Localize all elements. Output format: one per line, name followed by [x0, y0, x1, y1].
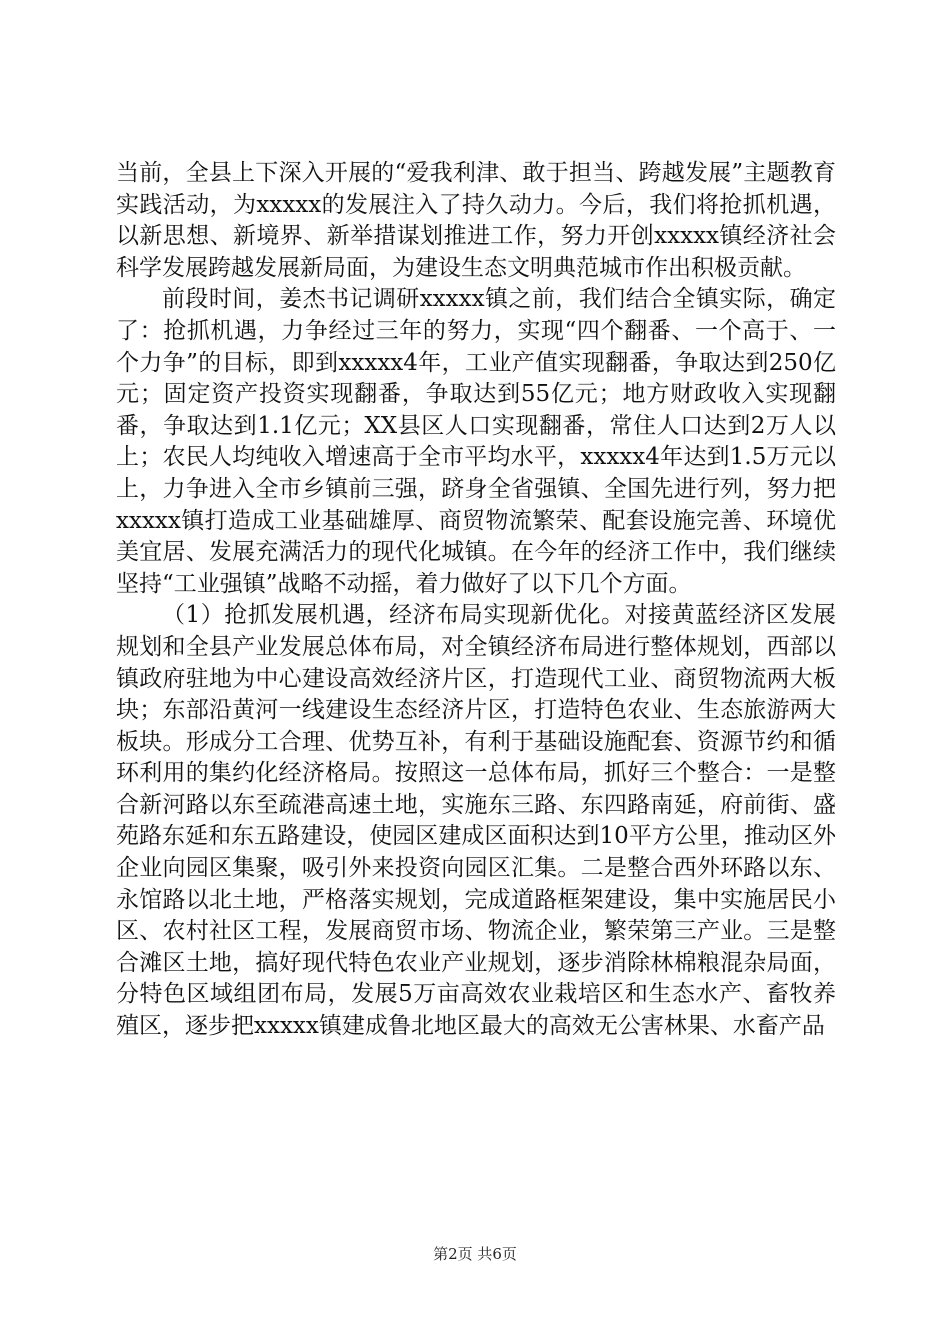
document-body — [116, 158, 836, 1043]
paragraph-3: （1）抢抓发展机遇，经济布局实现新优化。对接黄蓝经济区发展规划和全县产业发展总体布局，对全镇经济布局进行整体规划，西部以镇政府驻地为中心建设高效经济片区，打造现代工业、商贸物流两大板块；东部沿黄河一线建设生态经济片区，打造特色农业、生态旅游两大板块。形成分工合理、优势互补，有利于基础设施配套、资源节约和循环利用的集约化经济格局。按照这一总体布局，抓好三个整合：一是整合新河路以东至疏港高速土地，实施东三路、东四路南延，府前街、盛苑路东延和东五路建设，使园区建成区面积达到10平方公里，推动区外企业向园区集聚，吸引外来投资向园区汇集。二是整合西外环路以东、永馆路以北土地，严格落实规划，完成道路框架建设，集中实施居民小区、农村社区工程，发展商贸市场、物流企业，繁荣第三产业。三是整合滩区土地，搞好现代特色农业产业规划，逐步消除林棉粮混杂局面，分特色区域组团布局，发展5万亩高效农业栽培区和生态水产、畜牧养殖区，逐步把xxxxx镇建成鲁北地区最大的高效无公害林果、水畜产品 — [116, 602, 836, 1040]
paragraph-2: 前段时间，姜杰书记调研xxxxx镇之前，我们结合全镇实际，确定了：抢抓机遇，力争经过三年的努力，实现“四个翻番、一个高于、一个力争”的目标，即到xxxxx4年，工业产值实现翻番，争取达到250亿元；固定资产投资实现翻番，争取达到55亿元；地方财政收入实现翻番，争取达到1.1亿元；XX县区人口实现翻番，常住人口达到2万人以上；农民人均纯收入增速高于全市平均水平，xxxxx4年达到1.5万元以上，力争进入全市乡镇前三强，跻身全省强镇、全国先进行列，努力把xxxxx镇打造成工业基础雄厚、商贸物流繁荣、配套设施完善、环境优美宜居、发展充满活力的现代化城镇。在今年的经济工作中，我们继续坚持“工业强镇”战略不动摇，着力做好了以下几个方面。 — [116, 286, 836, 597]
paragraph-1: 当前，全县上下深入开展的“爱我利津、敢于担当、跨越发展”主题教育实践活动，为xxxxx的发展注入了持久动力。今后，我们将抢抓机遇，以新思想、新境界、新举措谋划推进工作，努力开创xxxxx镇经济社会科学发展跨越发展新局面，为建设生态文明典范城市作出积极贡献。 — [116, 160, 836, 281]
page-number-label: 第2页 共6页 — [433, 1245, 517, 1263]
page-footer — [0, 1244, 950, 1264]
